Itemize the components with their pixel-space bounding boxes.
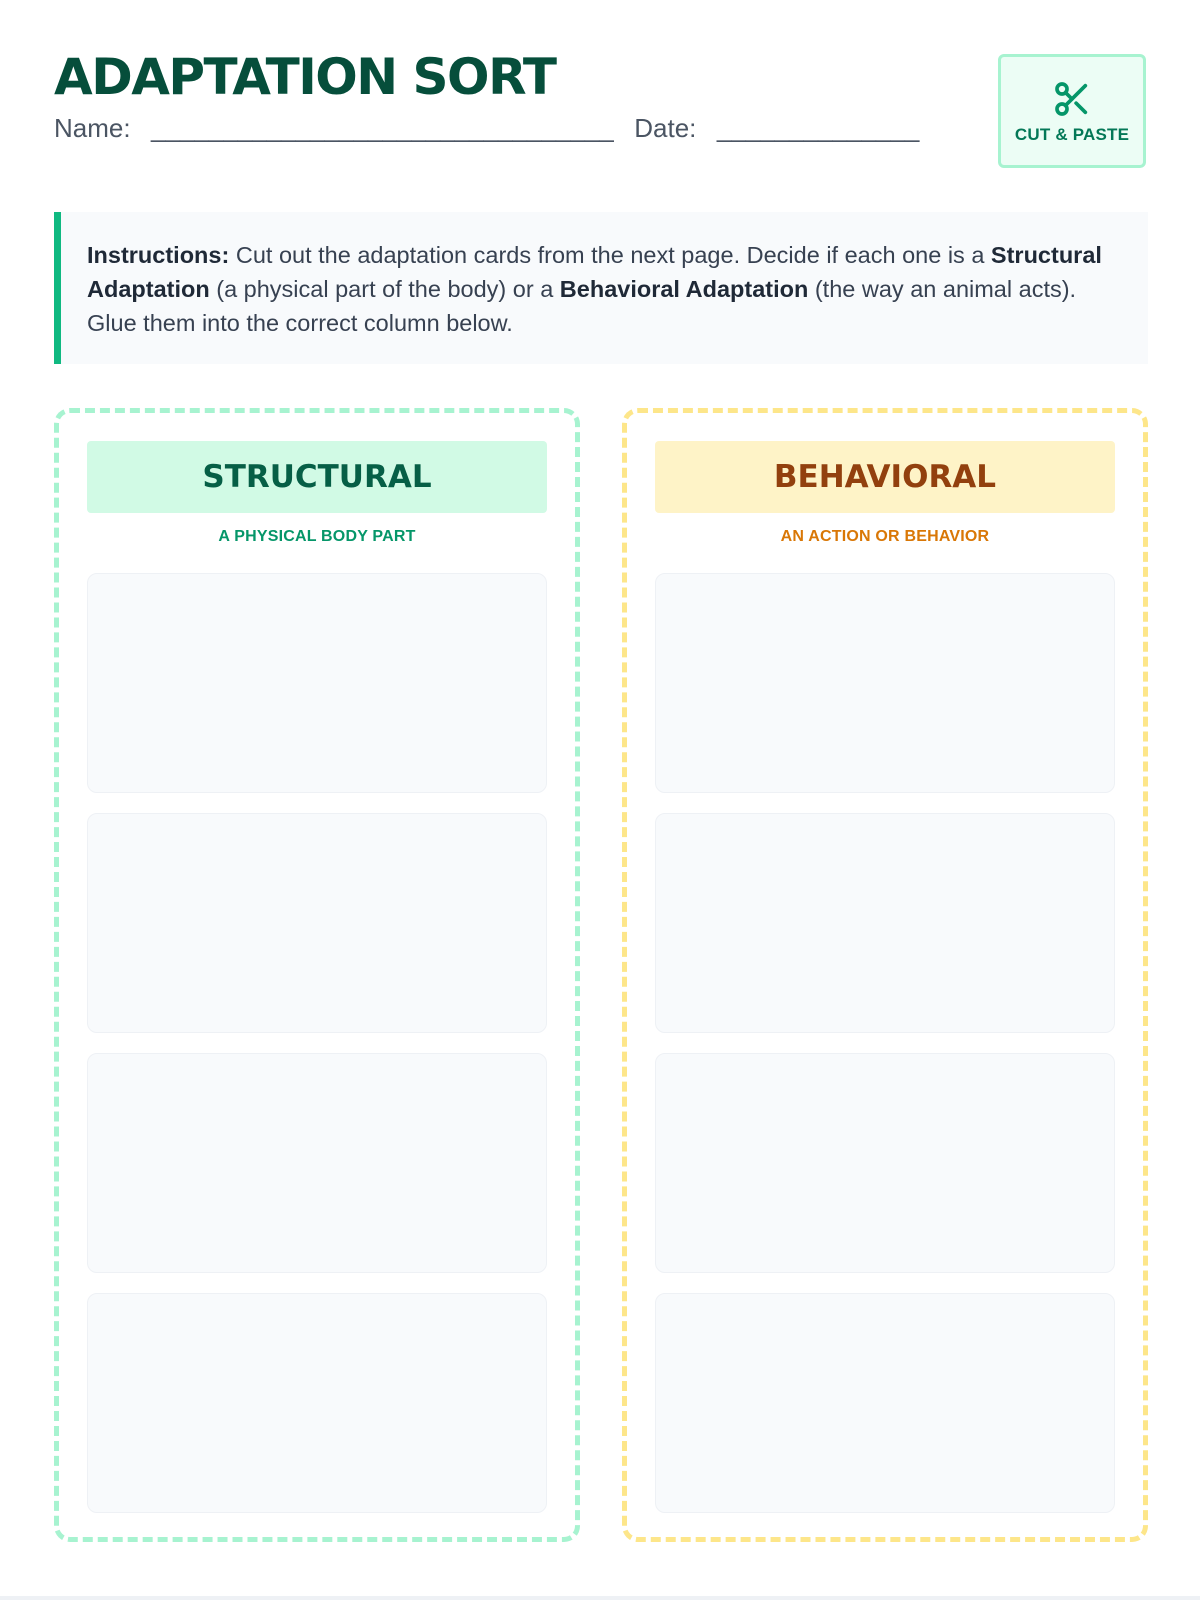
structural-heading: STRUCTURAL (87, 441, 547, 513)
behavioral-glue-slot[interactable] (655, 1293, 1115, 1513)
behavioral-term: Behavioral Adaptation (559, 276, 809, 302)
date-blank[interactable]: ______________ (716, 113, 920, 143)
cut-paste-badge (998, 54, 1146, 168)
structural-term: Structural Adaptation (87, 242, 1102, 302)
behavioral-heading: BEHAVIORAL (655, 441, 1115, 513)
behavioral-glue-slot[interactable] (655, 573, 1115, 793)
footer-band (0, 1596, 1200, 1600)
badge-label: CUT & PASTE (1014, 125, 1130, 144)
structural-subtitle: A PHYSICAL BODY PART (218, 528, 416, 545)
behavioral-glue-slot[interactable] (655, 813, 1115, 1033)
instructions-text-2: (a physical part of the body) or a (209, 276, 560, 302)
name-blank[interactable]: ________________________________ (151, 113, 614, 143)
student-fields (54, 113, 919, 144)
instructions-text-3: (the way an animal acts). Glue them into the correct column below. (87, 276, 1077, 336)
behavioral-column (622, 408, 1148, 1542)
worksheet-header (54, 50, 919, 144)
structural-glue-slot[interactable] (87, 573, 547, 793)
instructions-text-1: Cut out the adaptation cards from the next page. Decide if each one is a (229, 242, 991, 268)
behavioral-subtitle: AN ACTION OR BEHAVIOR (780, 528, 990, 545)
structural-column (54, 408, 580, 1542)
structural-glue-slot[interactable] (87, 1293, 547, 1513)
structural-glue-slot[interactable] (87, 813, 547, 1033)
structural-glue-slot[interactable] (87, 1053, 547, 1273)
name-label: Name: (54, 113, 131, 143)
date-label: Date: (634, 113, 697, 143)
behavioral-glue-slot[interactable] (655, 1053, 1115, 1273)
instructions-lead: Instructions: (87, 242, 230, 268)
instructions-box (54, 212, 1148, 364)
scissors-icon (1052, 79, 1092, 119)
page-title: ADAPTATION SORT (54, 48, 556, 106)
